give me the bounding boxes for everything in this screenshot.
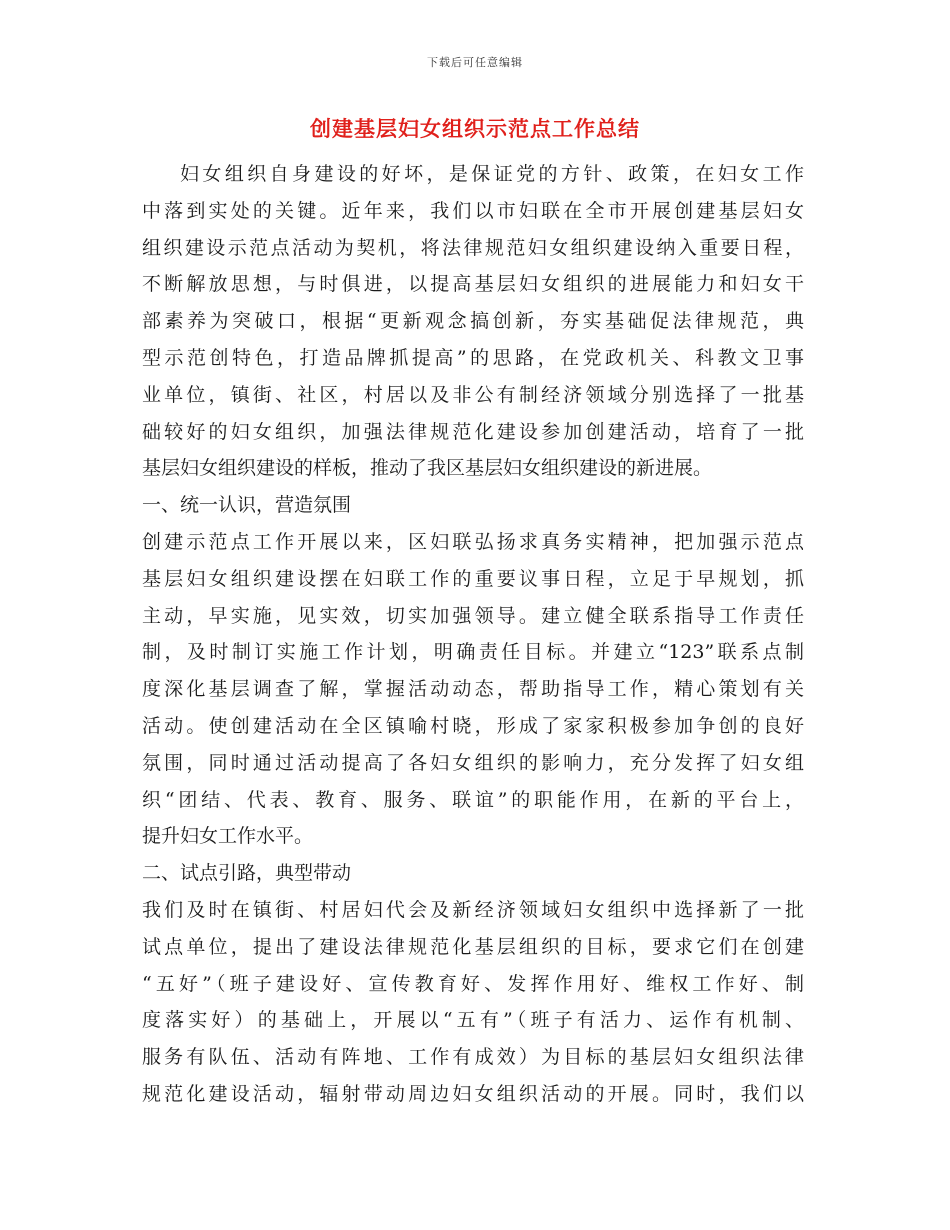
body-text-line: 基层妇女组织建设摆在妇联工作的重要议事日程，立足于早规划，抓 — [142, 567, 804, 590]
body-text-line: 氛围，同时通过活动提高了各妇女组织的影响力，充分发挥了妇女组 — [142, 751, 804, 774]
body-text-line: 活动。使创建活动在全区镇喻村晓，形成了家家积极参加争创的良好 — [142, 714, 804, 737]
body-text-line: 一、统一认识，营造氛围 — [142, 494, 352, 517]
body-text-line: 础较好的妇女组织，加强法律规范化建设参加创建活动，培育了一批 — [142, 420, 804, 443]
body-text-line: 度深化基层调查了解，掌握活动动态，帮助指导工作，精心策划有关 — [142, 678, 804, 701]
body-text-line: 度落实好）的基础上，开展以“五有”（班子有活力、运作有机制、 — [142, 1009, 804, 1032]
body-text-line: 提升妇女工作水平。 — [142, 825, 314, 848]
body-text-line: 不断解放思想，与时俱进，以提高基层妇女组织的进展能力和妇女干 — [142, 273, 804, 296]
body-text-line: 部素养为突破口，根据“更新观念搞创新，夯实基础促法律规范，典 — [142, 310, 804, 333]
body-text-line: “五好”（班子建设好、宣传教育好、发挥作用好、维权工作好、制 — [142, 972, 804, 995]
body-text-line: 中落到实处的关键。近年来，我们以市妇联在全市开展创建基层妇女 — [142, 199, 804, 222]
body-text-line: 规范化建设活动，辐射带动周边妇女组织活动的开展。同时，我们以 — [142, 1082, 804, 1105]
body-text-line: 业单位，镇街、社区，村居以及非公有制经济领域分别选择了一批基 — [142, 383, 804, 406]
page-header-note: 下载后可任意编辑 — [427, 56, 523, 69]
body-text-line: 二、试点引路，典型带动 — [142, 862, 352, 885]
body-text-line: 基层妇女组织建设的样板，推动了我区基层妇女组织建设的新进展。 — [142, 457, 713, 480]
body-text-line: 试点单位，提出了建设法律规范化基层组织的目标，要求它们在创建 — [142, 935, 804, 958]
body-text-line: 主动，早实施，见实效，切实加强领导。建立健全联系指导工作责任 — [142, 604, 804, 627]
body-text-line: 制，及时制订实施工作计划，明确责任目标。并建立“123”联系点制 — [142, 641, 804, 664]
document-title: 创建基层妇女组织示范点工作总结 — [310, 116, 640, 141]
document-body — [142, 156, 804, 1113]
body-text-line: 组织建设示范点活动为契机，将法律规范妇女组织建设纳入重要日程， — [142, 236, 804, 259]
body-text-line: 服务有队伍、活动有阵地、工作有成效）为目标的基层妇女组织法律 — [142, 1046, 804, 1069]
body-text-line: 妇女组织自身建设的好坏，是保证党的方针、政策，在妇女工作 — [180, 163, 804, 185]
body-text-line: 创建示范点工作开展以来，区妇联弘扬求真务实精神，把加强示范点 — [142, 530, 804, 553]
body-text-line: 型示范创特色，打造品牌抓提高”的思路，在党政机关、科教文卫事 — [142, 346, 804, 369]
body-text-line: 我们及时在镇街、村居妇代会及新经济领域妇女组织中选择新了一批 — [142, 898, 804, 921]
body-text-line: 织“团结、代表、教育、服务、联谊”的职能作用，在新的平台上， — [142, 788, 804, 811]
